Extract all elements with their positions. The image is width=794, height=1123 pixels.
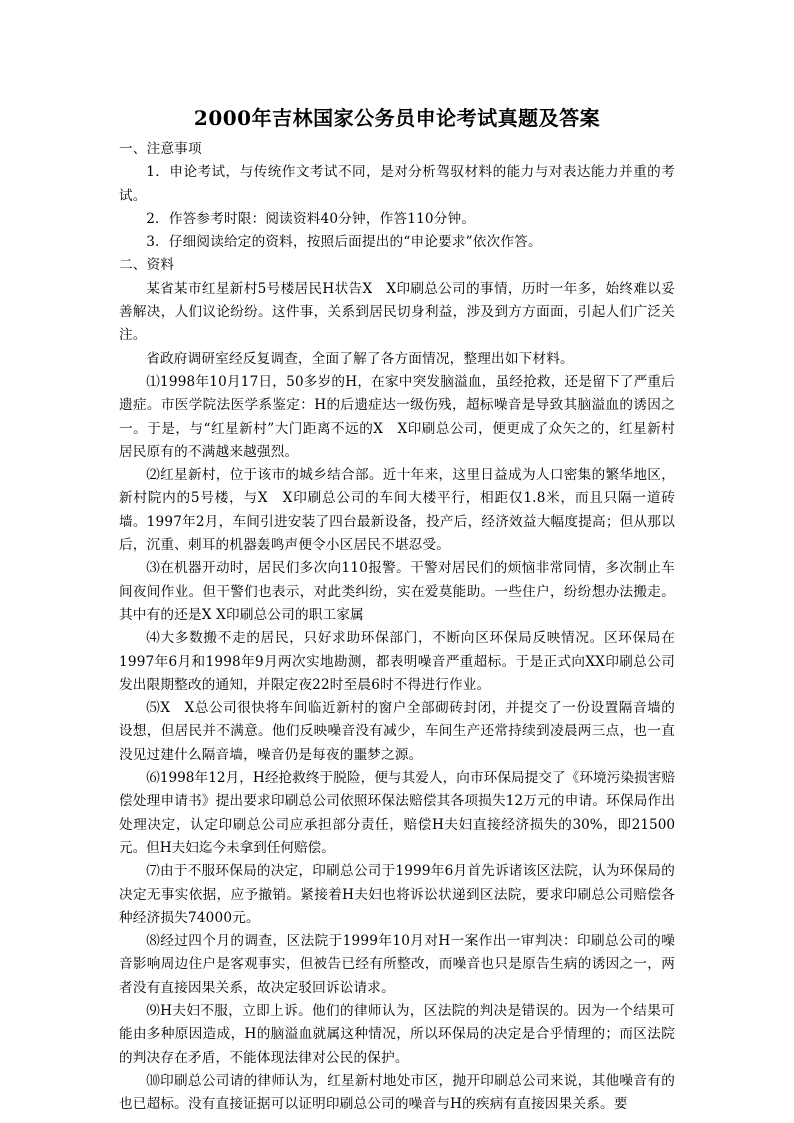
paragraph: ⑼H夫妇不服，立即上诉。他们的律师认为，区法院的判决是错误的。因为一个结果可能由多种原因造成，H的脑溢血就属这种情况，所以环保局的决定是合乎情理的；而区法院的判决存在矛盾，不能体现法律对公民的保护。 [119,1002,675,1066]
paragraph: 省政府调研室经反复调查，全面了解了各方面情况，整理出如下材料。 [146,350,574,367]
paragraph: 3．仔细阅读给定的资料，按照后面提出的“申论要求”依次作答。 [146,234,542,251]
paragraph: 1．申论考试，与传统作文考试不同，是对分析驾驭材料的能力与对表达能力并重的考试。 [119,164,675,204]
paragraph: ⑴1998年10月17日，50多岁的H，在家中突发脑溢血，虽经抢救，还是留下了严重后遗症。市医学院法医学系鉴定：H的后遗症达一级伤残，超标噪音是导致其脑溢血的诱因之一。于是，与“红星新村”大门距离不远的X X印刷总公司，便更成了众矢之的，红星新村居民原有的不满越来越强烈。 [119,373,675,460]
section-heading: 二、资料 [119,257,175,274]
paragraph: 某省某市红星新村5号楼居民H状告X X印刷总公司的事情，历时一年多，始终难以妥善解决，人们议论纷纷。这件事，关系到居民切身利益，涉及到方方面面，引起人们广泛关注。 [119,280,675,344]
paragraph: ⑷大多数搬不走的居民，只好求助环保部门，不断向区环保局反映情况。区环保局在1997年6月和1998年9月两次实地勘测，都表明噪音严重超标。于是正式向XX印刷总公司发出限期整改的通知，并限定夜22时至晨6时不得进行作业。 [119,630,675,693]
paragraph: ⑸X X总公司很快将车间临近新村的窗户全部砌砖封闭，并提交了一份设置隔音墙的设想，但居民并不满意。他们反映噪音没有减少，车间生产还常持续到凌晨两三点，也一直没见过建什么隔音墙，噪音仍是每夜的噩梦之源。 [119,700,675,763]
document-body [119,138,675,1116]
paragraph: ⑻经过四个月的调查，区法院于1999年10月对H一案作出一审判决：印刷总公司的噪音影响周边住户是客观事实，但被告已经有所整改，而噪音也只是原告生病的诱因之一，两者没有直接因果关系，故决定驳回诉讼请求。 [119,933,675,996]
paragraph: ⑹1998年12月，H经抢救终于脱险，便与其爱人，向市环保局提交了《环境污染损害赔偿处理申请书》提出要求印刷总公司依照环保法赔偿其各项损失12万元的申请。环保局作出处理决定，认定印刷总公司应承担部分责任，赔偿H夫妇直接经济损失的30%，即21500元。但H夫妇迄今未拿到任何赔偿。 [119,770,675,856]
paragraph: ⑽印刷总公司请的律师认为，红星新村地处市区，抛开印刷总公司来说，其他噪音有的也已超标。没有直接证据可以证明印刷总公司的噪音与H的疾病有直接因果关系。要 [119,1072,675,1113]
paragraph: ⑶在机器开动时，居民们多次向110报警。干警对居民们的烦恼非常同情，多次制止车间夜间作业。但干警们也表示，对此类纠纷，实在爱莫能助。一些住户，纷纷想办法搬走。其中有的还是X X印刷总公司的职工家属 [119,560,675,623]
document-title: 2000年吉林国家公务员申论考试真题及答案 [193,106,601,130]
section-heading: 一、注意事项 [119,141,202,157]
paragraph: ⑵红星新村，位于该市的城乡结合部。近十年来，这里日益成为人口密集的繁华地区，新村院内的5号楼，与X X印刷总公司的车间大楼平行，相距仅1.8米，而且只隔一道砖墙。1997年2月，车间引进安装了四台最新设备，投产后，经济效益大幅度提高；但从那以后，沉重、刺耳的机器轰鸣声便令小区居民不堪忍受。 [119,467,675,554]
paragraph: ⑺由于不服环保局的决定，印刷总公司于1999年6月首先诉诸该区法院，认为环保局的决定无事实依据，应予撤销。紧接着H夫妇也将诉讼状递到区法院，要求印刷总公司赔偿各种经济损失74000元。 [119,863,675,926]
paragraph: 2．作答参考时限：阅读资料40分钟，作答110分钟。 [146,210,476,227]
